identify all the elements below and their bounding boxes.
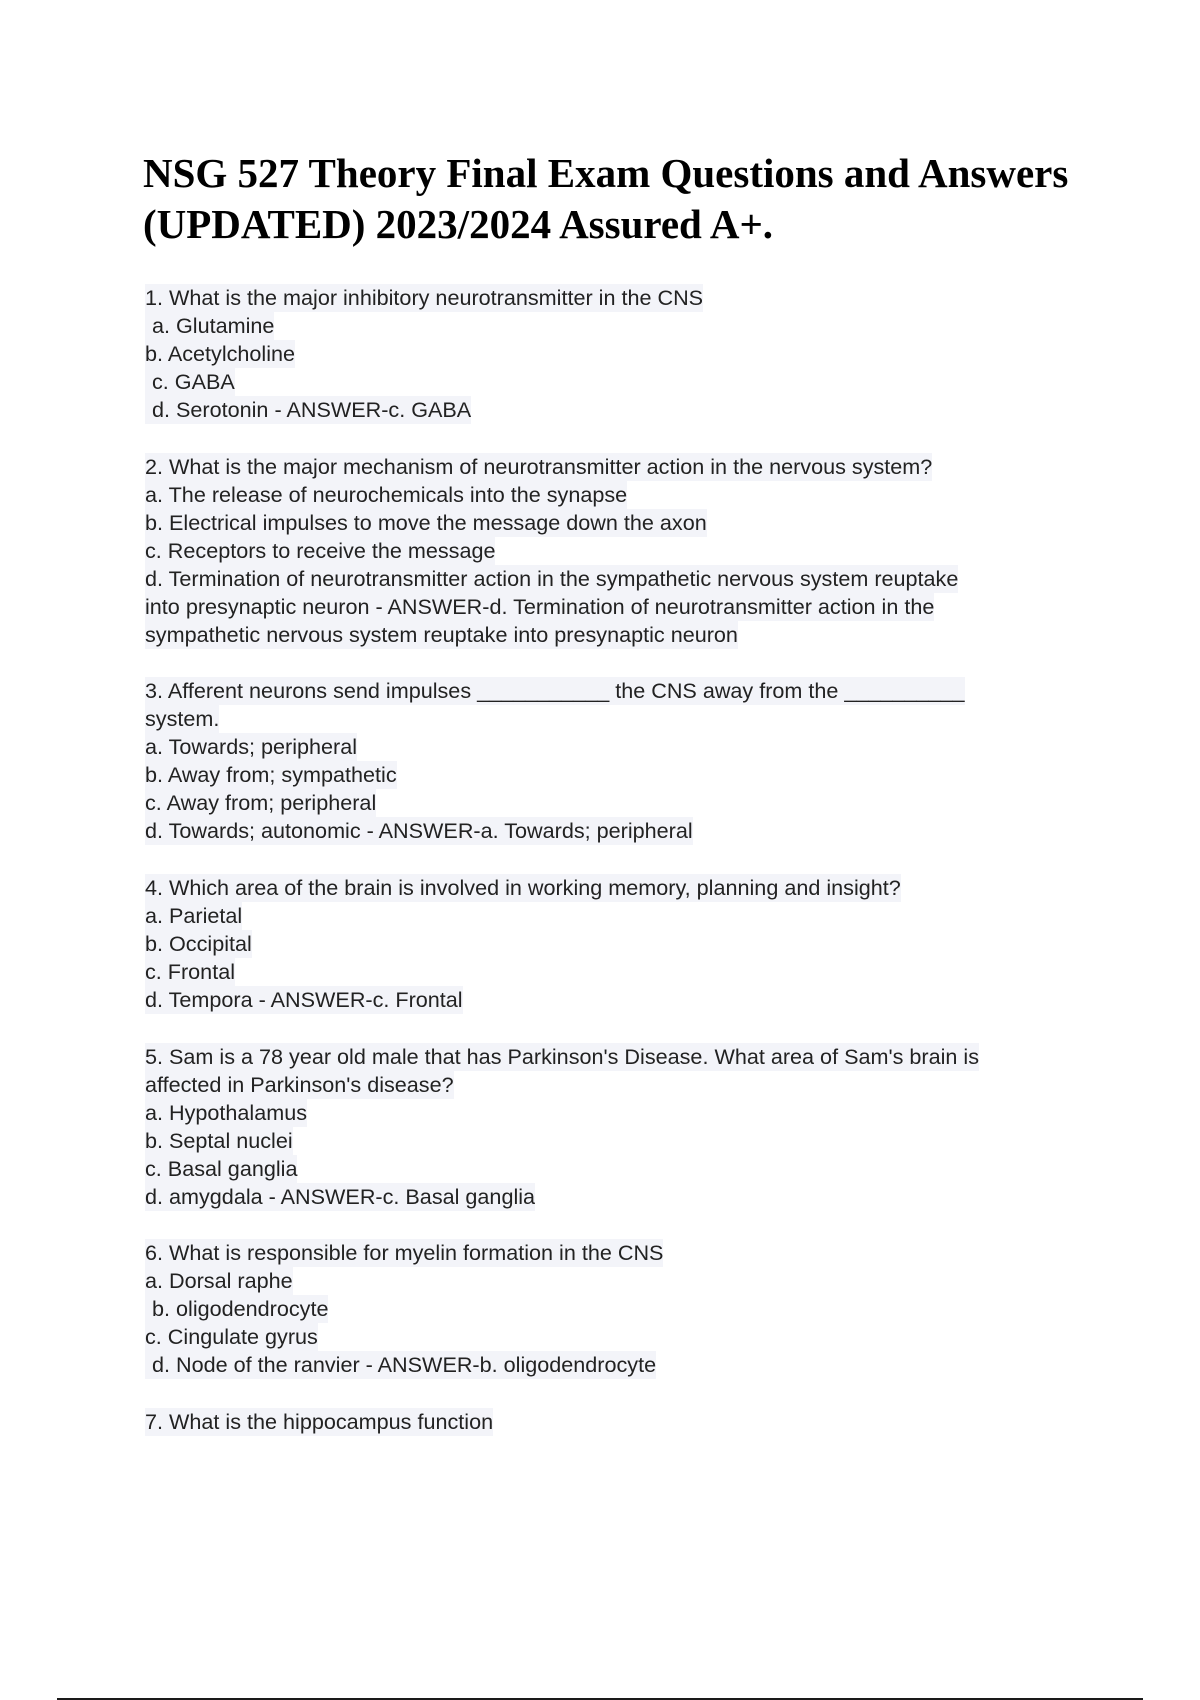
question-text-line: 1. What is the major inhibitory neurotransmitter in the CNS [145, 285, 704, 310]
question-line: d. Tempora - ANSWER-c. Frontal [145, 987, 463, 1013]
question-text-line: 3. Afferent neurons send impulses ___________ the CNS away from the __________ [145, 678, 965, 704]
title-line-1: NSG 527 Theory Final Exam Questions and Answers [143, 150, 1069, 196]
question-text-line: 2. What is the major mechanism of neurotransmitter action in the nervous system? [145, 453, 933, 479]
question-line: c. Away from; peripheral [145, 790, 377, 816]
question-text-line: 7. What is the hippocampus function [145, 1409, 494, 1435]
question-line: c. Frontal [145, 959, 236, 985]
title-line-2: (UPDATED) 2023/2024 Assured A+. [143, 201, 774, 247]
question-text-line: 4. Which area of the brain is involved in working memory, planning and insight? [145, 875, 901, 901]
question-line: b. Occipital [145, 931, 252, 957]
question-text-line: 6. What is responsible for myelin formation in the CNS [145, 1240, 664, 1266]
question-line: d. Node of the ranvier - ANSWER-b. oligodendrocyte [145, 1351, 656, 1379]
question-line: c. GABA [145, 368, 235, 396]
question-item [145, 1408, 1085, 1436]
question-line: a. Glutamine [145, 312, 274, 340]
question-line: c. Cingulate gyrus [145, 1324, 318, 1350]
question-line: b. oligodendrocyte [145, 1295, 328, 1323]
question-line: c. Receptors to receive the message [145, 537, 496, 563]
question-list [145, 284, 1085, 1465]
question-line: d. amygdala - ANSWER-c. Basal ganglia [145, 1183, 536, 1209]
question-line: sympathetic nervous system reuptake into presynaptic neuron [145, 621, 738, 647]
question-line: b. Electrical impulses to move the message down the axon [145, 509, 707, 535]
question-line: a. Towards; peripheral [145, 734, 358, 760]
question-line: b. Septal nuclei [145, 1127, 293, 1153]
question-line: into presynaptic neuron - ANSWER-d. Termination of neurotransmitter action in the [145, 593, 935, 619]
question-line: a. Hypothalamus [145, 1099, 308, 1125]
question-line: a. The release of neurochemicals into the synapse [145, 481, 628, 507]
question-line: affected in Parkinson's disease? [145, 1071, 454, 1097]
question-item [145, 453, 1085, 649]
question-line: d. Towards; autonomic - ANSWER-a. Towards; peripheral [145, 818, 693, 844]
question-line: b. Away from; sympathetic [145, 762, 397, 788]
page-title [143, 148, 1153, 250]
question-item [145, 284, 1085, 424]
question-item [145, 1043, 1085, 1211]
question-line: b. Acetylcholine [145, 341, 296, 366]
question-line: d. Serotonin - ANSWER-c. GABA [145, 396, 471, 424]
question-item [145, 1239, 1085, 1379]
question-line: d. Termination of neurotransmitter action in the sympathetic nervous system reuptake [145, 565, 959, 591]
question-line: c. Basal ganglia [145, 1155, 298, 1181]
question-item [145, 677, 1085, 845]
question-item [145, 874, 1085, 1014]
question-text-line: 5. Sam is a 78 year old male that has Parkinson's Disease. What area of Sam's brain is [145, 1043, 979, 1069]
question-line: a. Parietal [145, 903, 243, 929]
question-line: system. [145, 706, 220, 732]
question-line: a. Dorsal raphe [145, 1268, 293, 1294]
